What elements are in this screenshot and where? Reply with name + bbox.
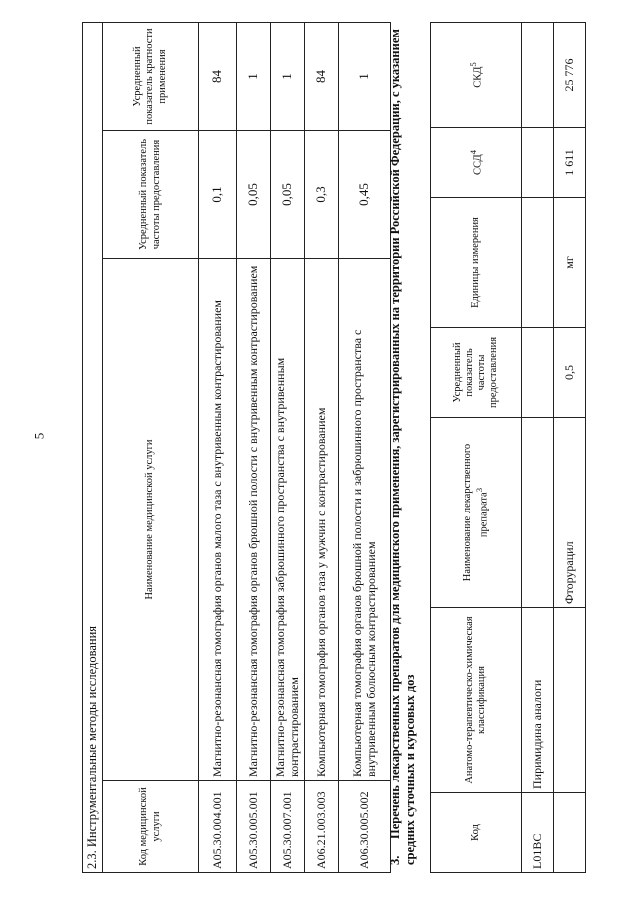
multiplicity-value: 84 xyxy=(305,22,339,130)
service-code: A05.30.007.001 xyxy=(271,781,305,873)
header-multiplicity: Усредненный показатель кратности применения xyxy=(103,22,199,130)
header-frequency: Усредненный показатель частоты предоставления xyxy=(431,328,522,418)
multiplicity-value: 1 xyxy=(339,22,391,130)
page-number: 5 xyxy=(31,432,47,440)
table-row xyxy=(305,22,339,872)
unit-value: мг xyxy=(554,198,586,328)
atc-group-name: Пиримидина аналоги xyxy=(522,608,554,793)
table-row xyxy=(522,23,554,873)
section-title: Перечень лекарственных препаратов для медицинского применения, зарегистрированных на территории Российской Федерации, с указанием средних суточных и курсовых доз xyxy=(388,29,417,865)
header-ssd: ССД$^4$ xyxy=(431,128,522,198)
frequency-value: 0,5 xyxy=(554,328,586,418)
table-row xyxy=(199,22,237,872)
table-row xyxy=(271,22,305,872)
section-heading: 2.3. Инструментальные методы исследования xyxy=(83,22,103,872)
service-name: Магнитно-резонансная томография забрюшинного пространства с внутривенным контрастированием xyxy=(271,259,305,781)
frequency-value: 0,05 xyxy=(237,131,271,259)
table-row xyxy=(237,22,271,872)
header-service-name: Наименование медицинской услуги xyxy=(103,259,199,781)
atc-code: L01BC xyxy=(522,793,554,873)
skd-value: 25 776 xyxy=(554,23,586,128)
header-atc: Анатомо-терапевтическо-химическая классификация xyxy=(431,608,522,793)
header-frequency: Усредненный показатель частоты предоставления xyxy=(103,131,199,259)
service-code: A05.30.004.001 xyxy=(199,781,237,873)
multiplicity-value: 1 xyxy=(271,22,305,130)
frequency-value: 0,05 xyxy=(271,131,305,259)
header-skd: СКД$^5$ xyxy=(431,23,522,128)
section-number: 3. xyxy=(388,855,402,865)
service-name: Компьютерная томография органов таза у мужчин с контрастированием xyxy=(305,259,339,781)
service-code: A06.30.005.002 xyxy=(339,781,391,873)
header-code: Код xyxy=(431,793,522,873)
ssd-value: 1 611 xyxy=(554,128,586,198)
section-3-heading xyxy=(388,25,418,865)
table-row xyxy=(339,22,391,872)
multiplicity-value: 84 xyxy=(199,22,237,130)
frequency-value: 0,1 xyxy=(199,131,237,259)
drugs-table xyxy=(430,22,586,873)
header-code: Код медицинской услуги xyxy=(103,781,199,873)
service-code: A06.21.003.003 xyxy=(305,781,339,873)
multiplicity-value: 1 xyxy=(237,22,271,130)
service-name: Магнитно-резонансная томография органов брюшной полости с внутривенным контрастированием xyxy=(237,259,271,781)
table-row xyxy=(554,23,586,873)
service-name: Магнитно-резонансная томография органов малого таза с внутривенным контрастированием xyxy=(199,259,237,781)
instrumental-methods-table xyxy=(82,22,391,873)
service-code: A05.30.005.001 xyxy=(237,781,271,873)
header-units: Единицы измерения xyxy=(431,198,522,328)
service-name: Компьютерная томография органов брюшной полости и забрюшинного пространства с внутривенным болюсным контрастированием xyxy=(339,259,391,781)
header-drug-name: Наименование лекарственного препарата$^3$ xyxy=(431,418,522,608)
drug-name: Фторурацил xyxy=(554,418,586,608)
frequency-value: 0,3 xyxy=(305,131,339,259)
frequency-value: 0,45 xyxy=(339,131,391,259)
